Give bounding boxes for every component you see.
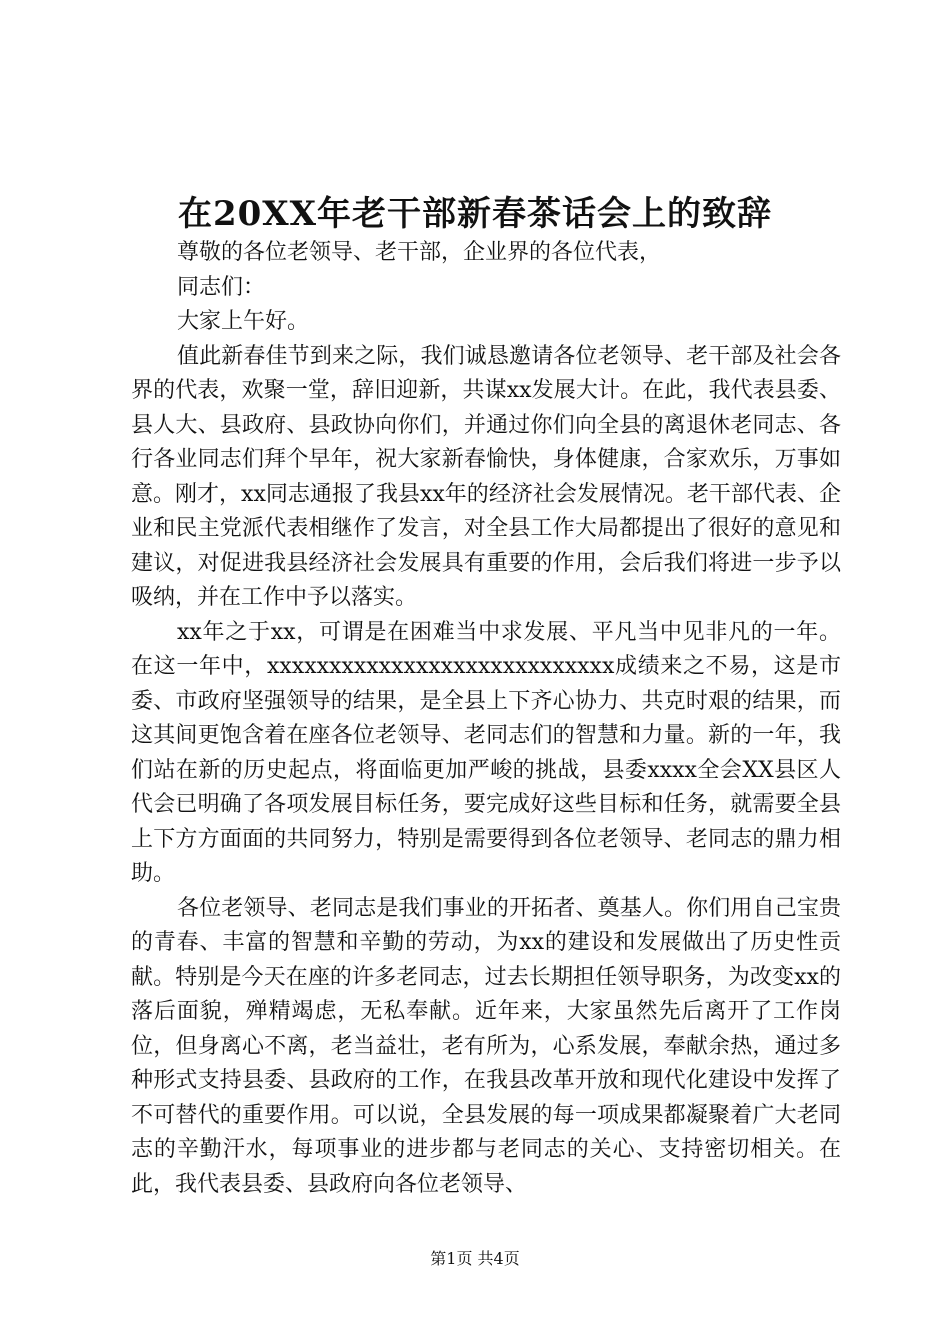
body-paragraph-1: 值此新春佳节到来之际，我们诚恳邀请各位老领导、老干部及社会各界的代表，欢聚一堂，辞旧迎新，共谋xx发展大计。在此，我代表县委、县人大、县政府、县政协向你们，并通过你们向全县的离退休老同志、各行各业同志们拜个早年，祝大家新春愉快，身体健康，合家欢乐，万事如意。刚才，xx同志通报了我县xx年的经济社会发展情况。老干部代表、企业和民主党派代表相继作了发言，对全县工作大局都提出了很好的意见和建议，对促进我县经济社会发展具有重要的作用，会后我们将进一步予以吸纳，并在工作中予以落实。 — [131, 343, 841, 610]
greeting-paragraph: 大家上午好。 — [177, 309, 310, 334]
body-paragraph-3: 各位老领导、老同志是我们事业的开拓者、奠基人。你们用自己宝贵的青春、丰富的智慧和辛勤的劳动，为xx的建设和发展做出了历史性贡献。特别是今天在座的许多老同志，过去长期担任领导职务，为改变xx的落后面貌，殚精竭虑，无私奉献。近年来，大家虽然先后离开了工作岗位，但身离心不离，老当益壮，老有所为，心系发展，奉献余热，通过多种形式支持县委、县政府的工作，在我县改革开放和现代化建设中发挥了不可替代的重要作用。可以说，全县发展的每一项成果都凝聚着广大老同志的辛勤汗水，每项事业的进步都与老同志的关心、支持密切相关。在此，我代表县委、县政府向各位老领导、 — [131, 895, 841, 1197]
salutation-comrades: 同志们： — [177, 274, 266, 300]
document-title: 在20XX年老干部新春茶话会上的致辞 — [177, 194, 773, 234]
page-number-footer: 第1页 共4页 — [430, 1249, 520, 1268]
document-body — [131, 236, 841, 1202]
body-paragraph-2: xx年之于xx，可谓是在困难当中求发展、平凡当中见非凡的一年。在这一年中，xxxxxxxxxxxxxxxxxxxxxxxxxxxx成绩来之不易，这是市委、市政府坚强领导的结果，是全县上下齐心协力、共克时艰的结果，而这其间更饱含着在座各位老领导、老同志们的智慧和力量。新的一年，我们站在新的历史起点，将面临更加严峻的挑战，县委xxxx全会XX县区人代会已明确了各项发展目标任务，要完成好这些目标和任务，就需要全县上下方方面面的共同努力，特别是需要得到各位老领导、老同志的鼎力相助。 — [131, 619, 841, 886]
salutation-paragraph: 尊敬的各位老领导、老干部，企业界的各位代表， — [177, 240, 662, 265]
